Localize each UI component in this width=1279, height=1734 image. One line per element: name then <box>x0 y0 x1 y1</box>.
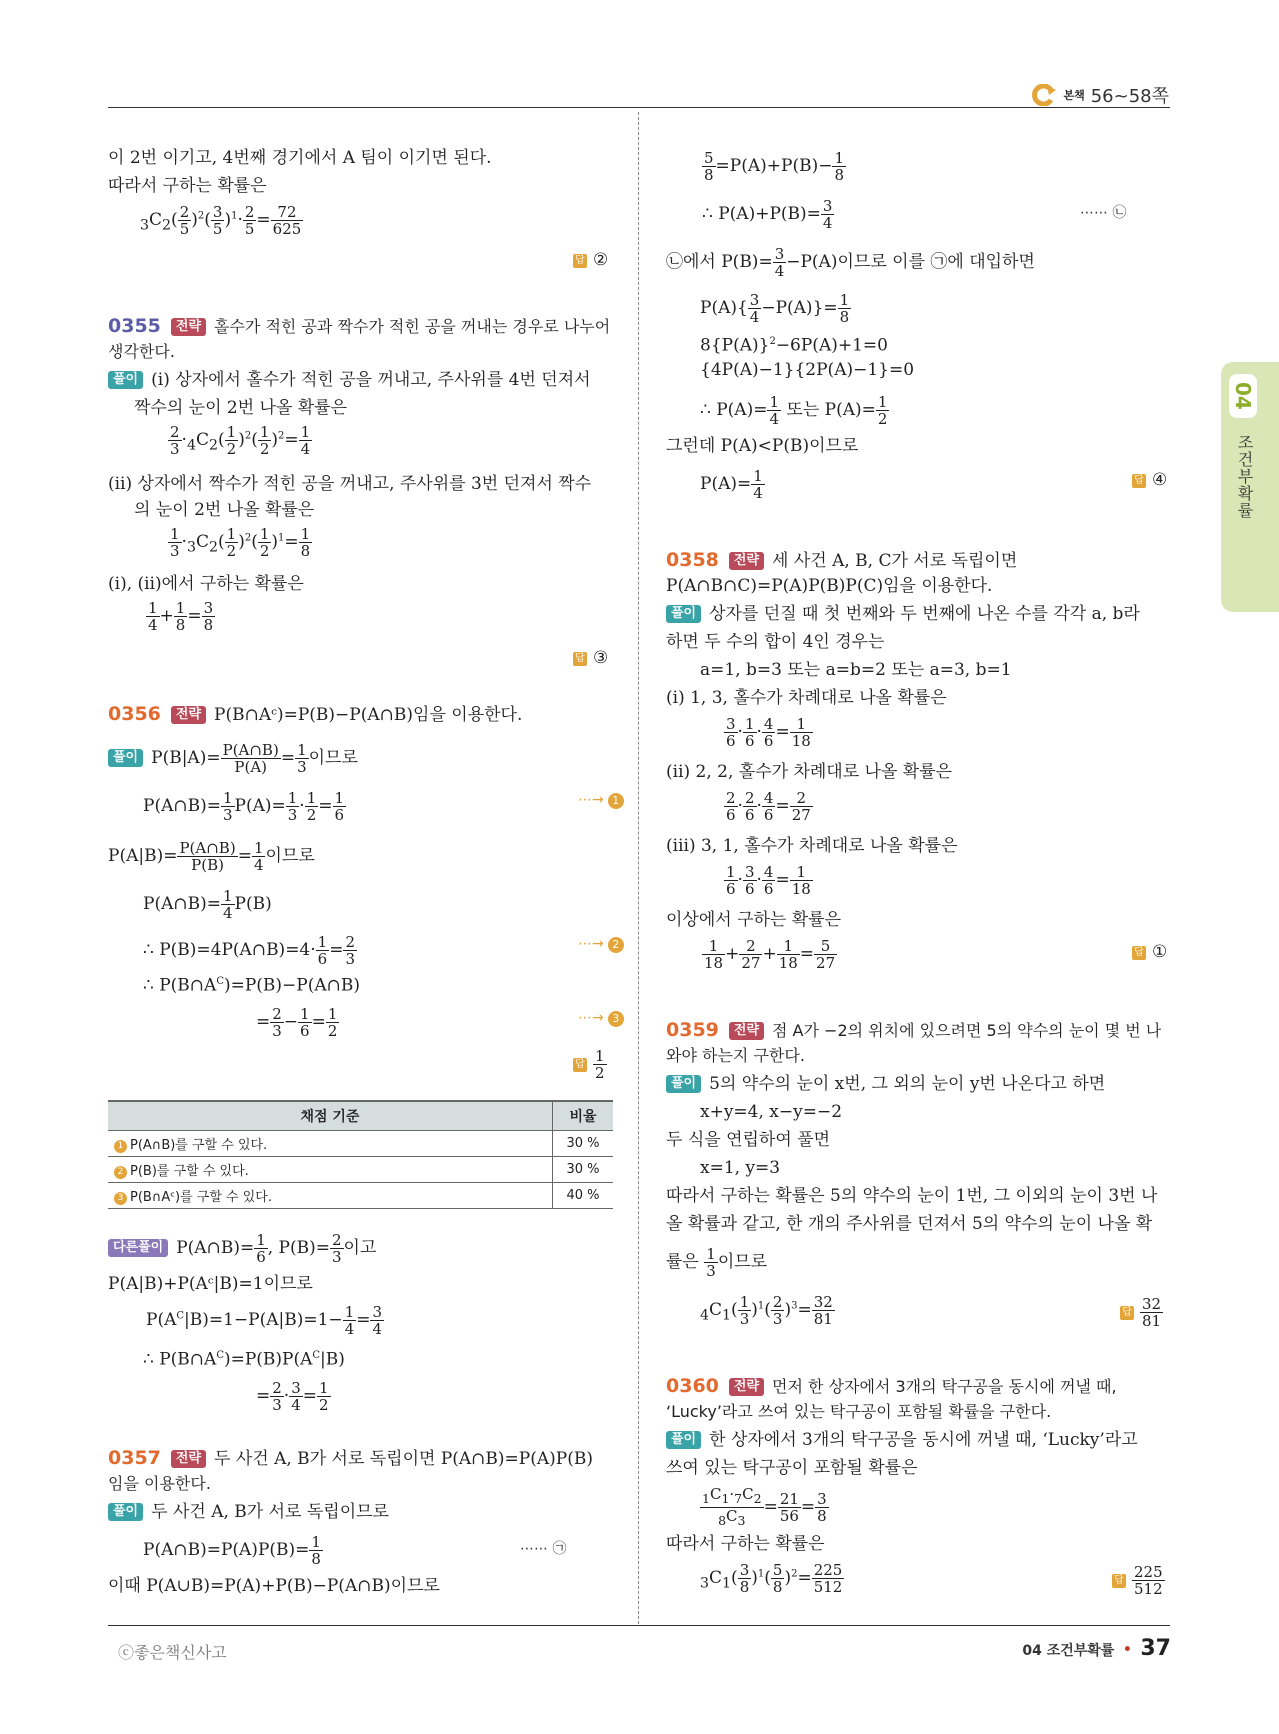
answer-mark: 답 ④ <box>1132 470 1167 490</box>
formula: P(A∩B)= $\frac{1}{4}$ P(B) <box>143 887 272 922</box>
formula: = $\frac{2}{3}$ − $\frac{1}{6}$ = $\frac{1}{2}$ <box>256 1005 338 1040</box>
strategy-tag: 전략 <box>171 706 206 724</box>
formula: $\frac{5}{8}$ =P(A)+P(B)− $\frac{1}{8}$ <box>704 149 845 184</box>
chapter-side-tab[interactable] <box>1221 362 1279 612</box>
step-marker-3: ⋯→ 3 <box>578 1010 624 1027</box>
answer-mark: 답 $\frac{225}{512}$ <box>1112 1564 1165 1597</box>
solution-line: 풀이 상자를 던질 때 첫 번째와 두 번째에 나온 수를 각각 a, b라 <box>666 602 1140 626</box>
page-footer: 04 조건부확률 • 37 <box>1022 1636 1171 1661</box>
problem-header: 0359 전략 점 A가 −2의 위치에 있으려면 5의 약수의 눈이 몇 번 나 <box>666 1019 1162 1041</box>
strategy-tag: 전략 <box>729 1378 764 1396</box>
solution-line: 풀이 P(B|A)= $\frac{P(A\cap B)}{P(A)}$ = $\frac{1}{3}$ 이므로 <box>108 742 358 775</box>
equation-label: ⋯⋯ ㉡ <box>1080 205 1127 221</box>
formula: P(A∩B)=P(A)P(B)= $\frac{1}{8}$ <box>143 1533 321 1568</box>
text-line: 임을 이용한다. <box>108 1474 211 1493</box>
text-line: 올 확률과 같고, 한 개의 주사위를 던져서 5의 약수의 눈이 나올 확 <box>666 1214 1153 1234</box>
formula: $P(A^C|B)=1-P(A|B)=1-$ $\frac{1}{4}$ = $\frac{3}{4}$ <box>146 1303 383 1338</box>
answer-mark: 답 $\frac{1}{2}$ <box>573 1048 607 1081</box>
formula: $\frac{3}{6}$ · $\frac{1}{6}$ · $\frac{4}{6}$ = $\frac{1}{18}$ <box>726 715 811 750</box>
text-line: ‘Lucky’라고 쓰여 있는 탁구공이 포함될 확률을 구한다. <box>666 1402 1052 1421</box>
chapter-label: 04 조건부확률 <box>1022 1643 1115 1659</box>
problem-number: 0355 <box>108 315 161 337</box>
page-number: 37 <box>1140 1636 1171 1661</box>
formula: P(A|B)= $\frac{P(A\cap B)}{P(B)}$ = $\frac{1}{4}$ 이므로 <box>108 839 315 874</box>
formula: ∴ $P(B\cap A^C)=P(B)P(A^C|B)$ <box>143 1349 345 1370</box>
text-line: (ⅰ), (ⅱ)에서 구하는 확률은 <box>108 574 304 594</box>
answer-mark: 답 $\frac{32}{81}$ <box>1120 1296 1163 1329</box>
chapter-title: 조건부확률 <box>1235 434 1254 519</box>
curved-arrow-icon <box>1031 84 1057 106</box>
formula: $\frac{1}{18}$ + $\frac{2}{27}$ + $\frac{1}{18}$ = $\frac{5}{27}$ <box>704 937 836 972</box>
answer-mark: 답 ③ <box>573 648 608 668</box>
problem-header: 0358 전략 세 사건 A, B, C가 서로 독립이면 <box>666 549 1018 571</box>
text-line: 이상에서 구하는 확률은 <box>666 910 842 930</box>
answer-mark: 답 ① <box>1132 942 1167 962</box>
text-line: 두 식을 연립하여 풀면 <box>666 1130 831 1150</box>
problem-number: 0357 <box>108 1447 161 1469</box>
answer-mark: 답 ② <box>573 250 608 270</box>
solution-line: 풀이 (ⅰ) 상자에서 홀수가 적힌 공을 꺼내고, 주사위를 4번 던져서 <box>108 368 591 392</box>
problem-header: 0356 전략 P(B∩Aᶜ)=P(B)−P(A∩B)임을 이용한다. <box>108 703 523 725</box>
footer-rule <box>108 1625 1170 1626</box>
book-label: 본책 <box>1063 89 1085 102</box>
problem-number: 0360 <box>666 1375 719 1397</box>
formula: P(A∩B)= $\frac{1}{3}$ P(A)= $\frac{1}{3}$ · $\frac{1}{2}$ = $\frac{1}{6}$ <box>143 789 345 824</box>
strategy-tag: 전략 <box>729 552 764 570</box>
formula: ∴ P(A)= $\frac{1}{4}$ 또는 P(A)= $\frac{1}{2}$ <box>700 393 888 428</box>
text-line: 생각한다. <box>108 342 175 361</box>
alt-solution-line: 다른풀이 P(A∩B)= $\frac{1}{6}$ , P(B)= $\frac{2}{3}$ 이고 <box>108 1232 376 1265</box>
text-line: 와야 하는지 구한다. <box>666 1046 805 1065</box>
problem-number: 0359 <box>666 1019 719 1041</box>
text-line: 의 눈이 2번 나올 확률은 <box>134 500 315 520</box>
formula: $\frac{_1C_1\cdot_7C_2}{_8C_3}$ = $\frac{21}{56}$ = $\frac{3}{8}$ <box>702 1485 827 1528</box>
formula: ∴ $P(B\cap A^C)=P(B)-P(A\cap B)$ <box>143 975 361 996</box>
formula: $_3C_2$( $\frac{2}{5}$ )$^2$( $\frac{3}{5}$ )$^1$· $\frac{2}{5}$ = $\frac{72}{625}$ <box>140 203 302 238</box>
formula: $\frac{1}{4}$ + $\frac{1}{8}$ = $\frac{3}{8}$ <box>148 599 214 634</box>
problem-number: 0356 <box>108 703 161 725</box>
text-line: x=1, y=3 <box>700 1158 781 1178</box>
formula: P(A){ $\frac{3}{4}$ −P(A)}= $\frac{1}{8}$ <box>700 291 850 326</box>
equation-label: ⋯⋯ ㉠ <box>520 1541 567 1557</box>
page-range: 56~58쪽 <box>1090 86 1169 107</box>
publisher: ⓒ좋은책신사고 <box>118 1643 227 1662</box>
text-line: (ⅱ) 2, 2, 홀수가 차례대로 나올 확률은 <box>666 762 953 782</box>
formula: $\frac{2}{3}$ $\cdot_4C_2$( $\frac{1}{2}$ )$^2$( $\frac{1}{2}$ )$^2$= $\frac{1}{4}$ <box>170 423 311 458</box>
problem-header: 0360 전략 먼저 한 상자에서 3개의 탁구공을 동시에 꺼낼 때, <box>666 1375 1117 1397</box>
solution-tag: 풀이 <box>666 1075 701 1093</box>
strategy-tag: 전략 <box>171 1450 206 1468</box>
alt-solution-tag: 다른풀이 <box>108 1239 168 1257</box>
text-line: 률은 $\frac{1}{3}$ 이므로 <box>666 1245 768 1280</box>
problem-header: 0357 전략 두 사건 A, B가 서로 독립이면 P(A∩B)=P(A)P(B) <box>108 1447 593 1469</box>
table-header: 비율 <box>553 1101 614 1131</box>
formula: $\frac{2}{6}$ · $\frac{2}{6}$ · $\frac{4}{6}$ = $\frac{2}{27}$ <box>726 789 811 824</box>
problem-header: 0355 전략 홀수가 적힌 공과 짝수가 적힌 공을 꺼내는 경우로 나누어 <box>108 315 611 337</box>
formula: $8\{P(A)\}^2-6P(A)+1=0$ <box>700 335 888 356</box>
solution-line: 풀이 두 사건 A, B가 서로 독립이므로 <box>108 1500 389 1524</box>
formula: {4P(A)−1}{2P(A)−1}=0 <box>700 360 915 380</box>
formula: $_4C_1$( $\frac{1}{3}$ )$^1$( $\frac{2}{3}$ )$^3$= $\frac{32}{81}$ <box>700 1293 833 1328</box>
strategy-tag: 전략 <box>729 1022 764 1040</box>
strategy-tag: 전략 <box>171 318 206 336</box>
text-line: x+y=4, x−y=−2 <box>700 1102 843 1122</box>
text-line: 따라서 구하는 확률은 <box>666 1534 825 1554</box>
formula: $\frac{1}{3}$ $\cdot_3C_2$( $\frac{1}{2}$ )$^2$( $\frac{1}{2}$ )$^1$= $\frac{1}{8}$ <box>170 525 311 560</box>
table-row: 1 P(A∩B)를 구할 수 있다. 30 % <box>108 1131 613 1157</box>
problem-number: 0358 <box>666 549 719 571</box>
text-line: (ⅰ) 1, 3, 홀수가 차례대로 나올 확률은 <box>666 688 947 708</box>
solution-tag: 풀이 <box>666 1431 701 1449</box>
header-rule <box>108 107 1170 108</box>
text-line: 따라서 구하는 확률은 5의 약수의 눈이 1번, 그 이외의 눈이 3번 나 <box>666 1186 1158 1206</box>
formula: $_3C_1$( $\frac{3}{8}$ )$^1$( $\frac{5}{8}$ )$^2$= $\frac{225}{512}$ <box>700 1561 843 1596</box>
text-line: a=1, b=3 또는 a=b=2 또는 a=3, b=1 <box>700 660 1012 680</box>
step-marker-2: ⋯→ 2 <box>578 936 624 953</box>
text-line: P(A∩B∩C)=P(A)P(B)P(C)임을 이용한다. <box>666 576 993 596</box>
formula: P(A)= $\frac{1}{4}$ <box>700 467 763 502</box>
formula: 그런데 P(A)<P(B)이므로 <box>666 436 859 456</box>
text-line: (ⅲ) 3, 1, 홀수가 차례대로 나올 확률은 <box>666 836 958 856</box>
solution-tag: 풀이 <box>108 371 143 389</box>
text-line: 쓰여 있는 탁구공이 포함될 확률은 <box>666 1458 918 1478</box>
table-row: 2 P(B)를 구할 수 있다. 30 % <box>108 1157 613 1183</box>
solution-line: 풀이 한 상자에서 3개의 탁구공을 동시에 꺼낼 때, ‘Lucky’라고 <box>666 1428 1138 1452</box>
solution-line: 풀이 5의 약수의 눈이 x번, 그 외의 눈이 y번 나온다고 하면 <box>666 1072 1105 1096</box>
text-line: (ⅱ) 상자에서 짝수가 적힌 공을 꺼내고, 주사위를 3번 던져서 짝수 <box>108 474 592 494</box>
text-line: 하면 두 수의 합이 4인 경우는 <box>666 632 885 652</box>
chapter-number: 04 <box>1229 374 1257 418</box>
column-divider <box>638 112 639 1624</box>
page-reference <box>1031 82 1169 108</box>
formula: ㉡에서 P(B)= $\frac{3}{4}$ −P(A)이므로 이를 ㉠에 대입하면 <box>666 245 1035 280</box>
solution-tag: 풀이 <box>108 749 143 767</box>
text-line: 이 2번 이기고, 4번째 경기에서 A 팀이 이기면 된다. <box>108 148 492 168</box>
table-row: 3 P(B∩Aᶜ)를 구할 수 있다. 40 % <box>108 1183 613 1209</box>
text-line: 따라서 구하는 확률은 <box>108 176 267 196</box>
solution-tag: 풀이 <box>666 605 701 623</box>
formula: $\frac{1}{6}$ · $\frac{3}{6}$ · $\frac{4}{6}$ = $\frac{1}{18}$ <box>726 863 811 898</box>
table-header: 채점 기준 <box>108 1101 553 1131</box>
solution-tag: 풀이 <box>108 1503 143 1521</box>
formula: ∴ P(A)+P(B)= $\frac{3}{4}$ <box>702 197 833 232</box>
text-line: 이때 P(A∪B)=P(A)+P(B)−P(A∩B)이므로 <box>108 1576 440 1596</box>
text-line: 짝수의 눈이 2번 나올 확률은 <box>134 398 348 418</box>
formula: ∴ P(B)=4P(A∩B)=4· $\frac{1}{6}$ = $\frac{2}{3}$ <box>143 933 355 968</box>
scoring-table <box>108 1100 613 1209</box>
step-marker-1: ⋯→ 1 <box>578 792 624 809</box>
text-line: P(A|B)+P(Aᶜ|B)=1이므로 <box>108 1274 313 1294</box>
formula: = $\frac{2}{3}$ · $\frac{3}{4}$ = $\frac{1}{2}$ <box>256 1379 329 1414</box>
